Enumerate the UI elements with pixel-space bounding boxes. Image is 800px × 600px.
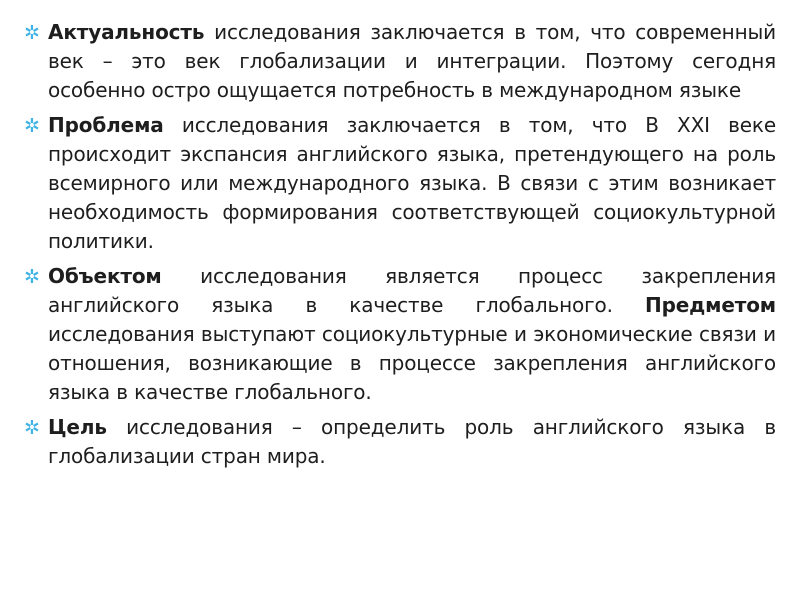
keyword-problem: Проблема (48, 113, 164, 137)
bullet-list (24, 18, 776, 471)
keyword-subject: Предметом (644, 293, 776, 317)
bullet-text-relevance: исследования заключается в том, что современный век – это век глобализации и интеграции. Поэтому сегодня особенно остро ощущается потребность в международном языке (48, 20, 776, 102)
bullet-item-problem (24, 111, 776, 256)
asterisk-bullet-icon: ✲ (24, 115, 40, 137)
keyword-goal: Цель (48, 415, 107, 439)
bullet-text-goal: исследования – определить роль английского языка в глобализации стран мира. (48, 415, 776, 468)
asterisk-bullet-icon: ✲ (24, 266, 40, 288)
keyword-object: Объектом (48, 264, 162, 288)
bullet-item-goal (24, 413, 776, 471)
bullet-text-problem: исследования заключается в том, что В XXI веке происходит экспансия английского языка, претендующего на роль всемирного или международного языка. В связи с этим возникает необходимость формирования соответствующей социокультурной политики. (48, 113, 776, 253)
asterisk-bullet-icon: ✲ (24, 417, 40, 439)
keyword-relevance: Актуальность (48, 20, 205, 44)
asterisk-bullet-icon: ✲ (24, 22, 40, 44)
bullet-item-relevance (24, 18, 776, 105)
bullet-text-object: исследования является процесс закрепления английского языка в качестве глобального. (48, 264, 776, 317)
bullet-text-subject: исследования выступают социокультурные и экономические связи и отношения, возникающие в процессе закрепления английского языка в качестве глобального. (48, 322, 776, 404)
bullet-item-object (24, 262, 776, 407)
